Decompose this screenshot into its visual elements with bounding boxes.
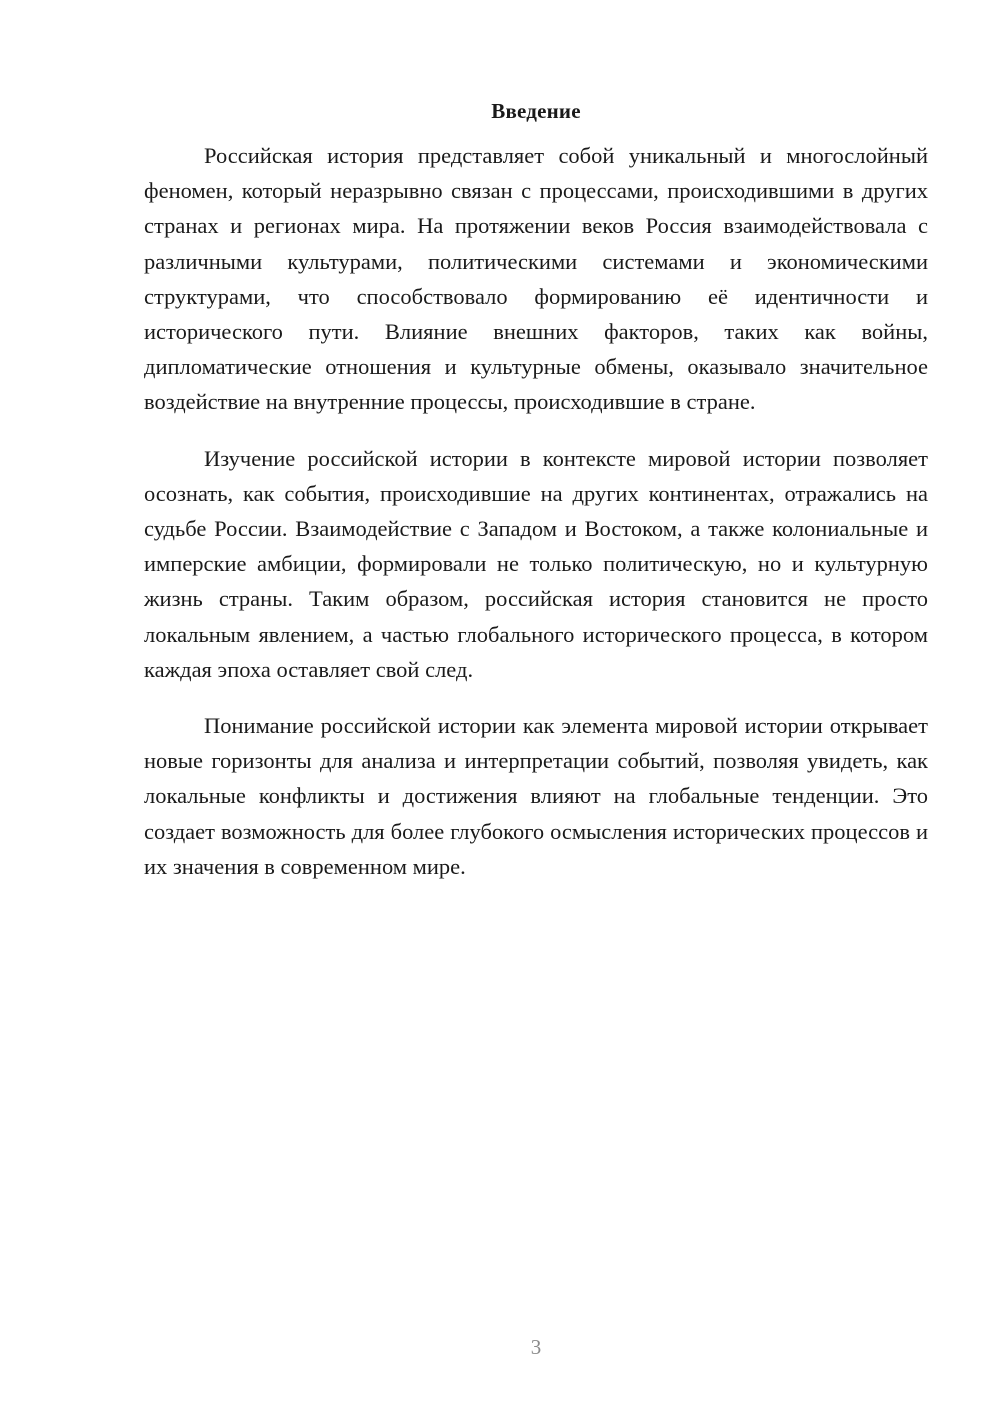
- document-body: [144, 96, 928, 884]
- paragraph-3: Понимание российской истории как элемента мировой истории открывает новые горизонты для анализа и интерпретации событий, позволяя увидеть, как локальные конфликты и достижения влияют на глобальные тенденции. Это создает возможность для более глубокого осмысления исторических процессов и их значения в современном мире.: [144, 713, 928, 879]
- page-number: 3: [530, 1335, 542, 1359]
- section-title: Введение: [491, 99, 581, 123]
- paragraph-2: Изучение российской истории в контексте мировой истории позволяет осознать, как события, происходившие на других континентах, отражались на судьбе России. Взаимодействие с Западом и Востоком, а также колониальные и имперские амбиции, формировали не только политическую, но и культурную жизнь страны. Таким образом, российская история становится не просто локальным явлением, а частью глобального исторического процесса, в котором каждая эпоха оставляет свой след.: [144, 445, 928, 682]
- paragraph-1: Российская история представляет собой уникальный и многослойный феномен, который неразрывно связан с процессами, происходившими в других странах и регионах мира. На протяжении веков Россия взаимодействовала с различными культурами, политическими системами и экономическими структурами, что способствовало формированию её идентичности и исторического пути. Влияние внешних факторов, таких как войны, дипломатические отношения и культурные обмены, оказывало значительное воздействие на внутренние процессы, происходившие в стране.: [144, 143, 928, 415]
